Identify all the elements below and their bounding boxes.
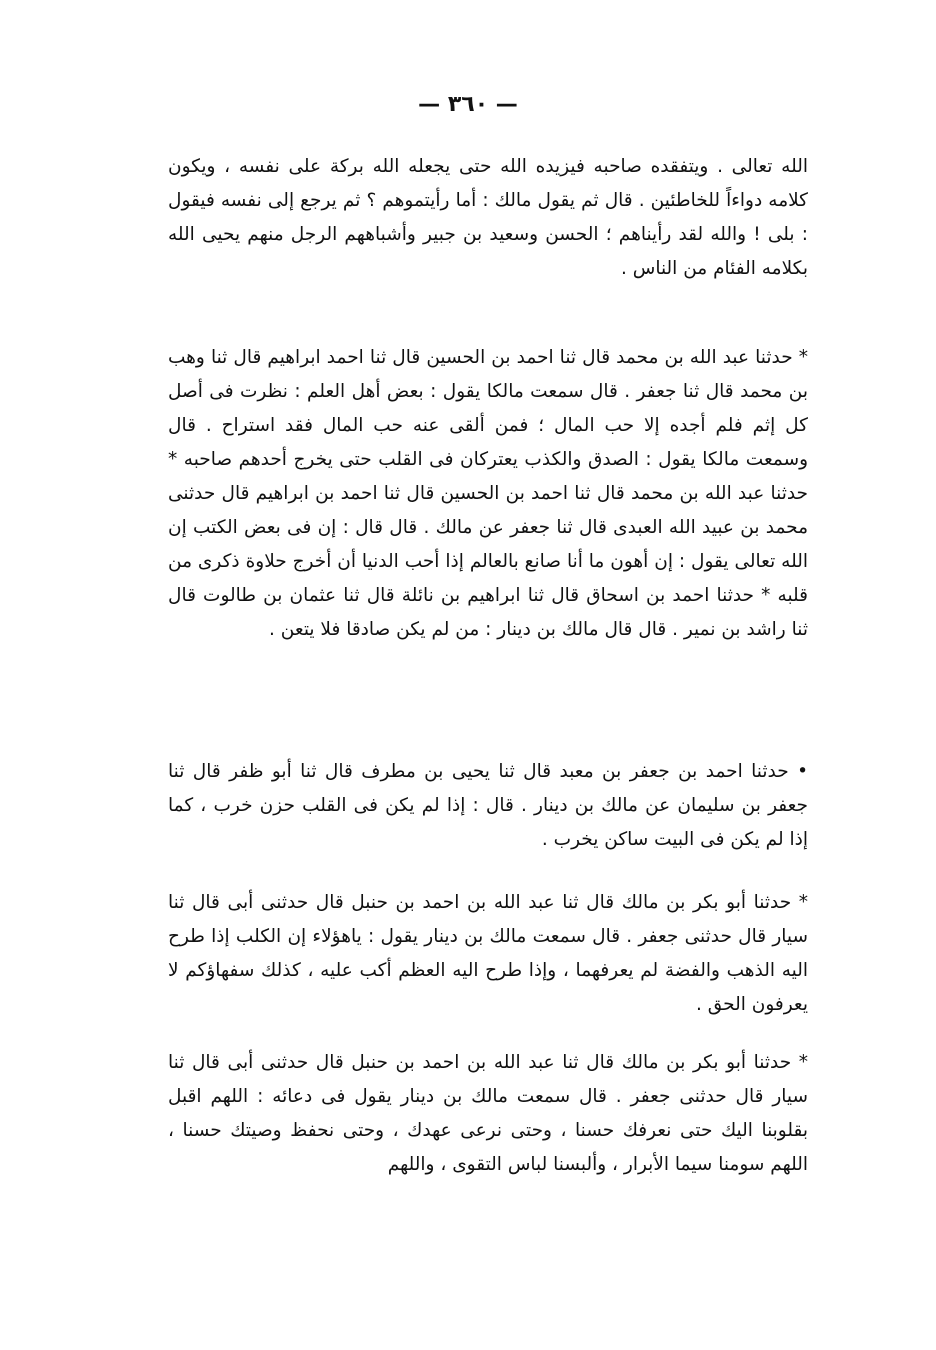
- page-number: — ٣٦٠ —: [418, 92, 518, 117]
- paragraph-text: * حدثنا أبو بكر بن مالك قال ثنا عبد الله بن احمد بن حنبل قال حدثنى أبى قال ثنا سيار قال حدثنى جعفر . قال سمعت مالك بن دينار يقول : ياهؤلاء إن الكلب إذا طرح اليه الذهب والفضة لم يعرفهما ، وإذا طرح اليه العظم أكب عليه ، كذلك سفهاؤكم لا يعرفون الحق .: [168, 892, 808, 1015]
- paragraph-text: الله تعالى . ويتفقده صاحبه فيزيده الله حتى يجعله الله بركة على نفسه ، ويكون كلامه دواءاً للخاطئين . قال ثم يقول مالك : أما رأيتموهم ؟ ثم يرجع إلى نفسه فيقول : بلى ! والله لقد رأيناهم ؛ الحسن وسعيد بن جبير وأشباههم الرجل منهم يحيى الله بكلامه الفئام من الناس .: [168, 156, 808, 279]
- paragraph: [168, 755, 808, 857]
- paragraph: [168, 341, 808, 647]
- paragraph-text: * حدثنا أبو بكر بن مالك قال ثنا عبد الله بن احمد بن حنبل قال حدثنى أبى قال ثنا سيار قال حدثنى جعفر . قال سمعت مالك بن دينار يقول فى دعائه : اللهم اقبل بقلوبنا اليك حتى نعرفك حسنا ، وحتى نرعى عهدك ، وحتى نحفظ وصيتك حسنا ، اللهم سومنا سيما الأبرار ، وألبسنا لباس التقوى ، واللهم: [168, 1052, 808, 1175]
- paragraph: [168, 150, 808, 286]
- paragraph-text: * حدثنا عبد الله بن محمد قال ثنا احمد بن الحسين قال ثنا احمد ابراهيم قال ثنا وهب بن محمد قال ثنا جعفر . قال سمعت مالكا يقول : بعض أهل العلم : نظرت فى أصل كل إثم فلم أجده إلا حب المال ؛ فمن ألقى عنه حب المال فقد استراح . قال وسمعت مالكا يقول : الصدق والكذب يعتركان فى القلب حتى يخرج أحدهم صاحبه * حدثنا عبد الله بن محمد قال ثنا احمد بن الحسين قال ثنا احمد بن ابراهيم قال حدثنى محمد بن عبيد الله العبدى قال ثنا جعفر عن مالك . قال قال : إن فى بعض الكتب إن الله تعالى يقول : إن أهون ما أنا صانع بالعالم إذا أحب الدنيا أن أخرج حلاوة ذكرى من قلبه * حدثنا احمد بن اسحاق قال ثنا ابراهيم بن نائلة قال ثنا عثمان بن طالوت قال ثنا راشد بن نمير . قال قال مالك بن دينار : من لم يكن صادقا فلا يتعن .: [168, 347, 808, 640]
- paragraph: [168, 1046, 808, 1182]
- paragraph-text: • حدثنا احمد بن جعفر بن معبد قال ثنا يحيى بن مطرف قال ثنا أبو ظفر قال ثنا جعفر بن سليمان عن مالك بن دينار . قال : إذا لم يكن فى القلب حزن خرب ، كما إذا لم يكن فى البيت ساكن يخرب .: [168, 761, 808, 850]
- paragraph: [168, 886, 808, 1022]
